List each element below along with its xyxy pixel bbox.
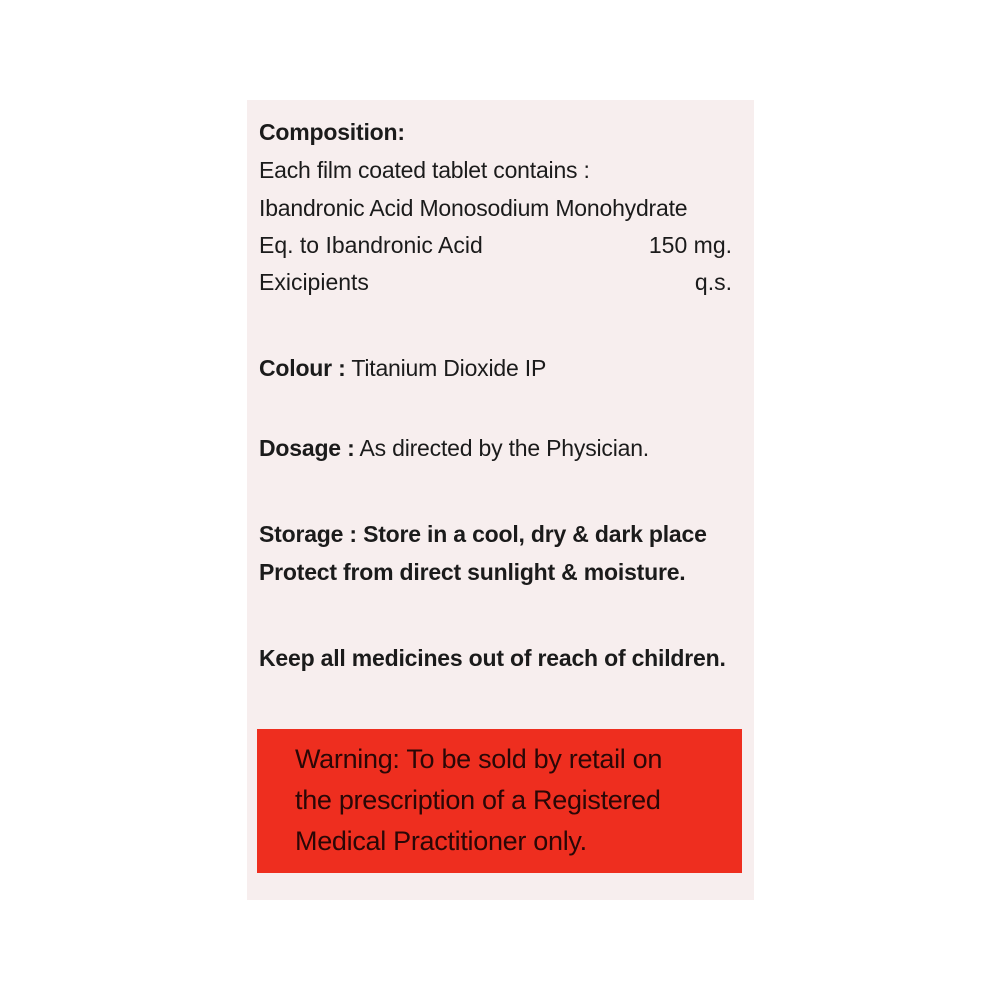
- composition-ingredient: Ibandronic Acid Monosodium Monohydrate: [259, 195, 688, 221]
- composition-excipients-row: [259, 268, 732, 296]
- composition-equivalent-row: [259, 231, 732, 259]
- composition-heading: Composition:: [259, 119, 405, 145]
- equivalent-amount: 150 mg.: [648, 232, 732, 258]
- keep-out-of-reach-notice: Keep all medicines out of reach of children.: [259, 645, 726, 671]
- dosage-value: As directed by the Physician.: [359, 435, 649, 461]
- medicine-label-panel: [247, 100, 754, 900]
- excipients-amount: q.s.: [694, 269, 732, 295]
- warning-line-3: Medical Practitioner only.: [295, 826, 587, 856]
- storage-line-2: Protect from direct sunlight & moisture.: [259, 559, 686, 585]
- equivalent-label: Eq. to Ibandronic Acid: [259, 232, 483, 258]
- warning-box: [257, 729, 742, 873]
- colour-value: Titanium Dioxide IP: [351, 355, 547, 381]
- dosage-label: Dosage :: [259, 435, 355, 461]
- warning-line-1: Warning: To be sold by retail on: [295, 744, 663, 774]
- excipients-label: Exicipients: [259, 269, 369, 295]
- composition-intro: Each film coated tablet contains :: [259, 157, 590, 183]
- colour-label: Colour :: [259, 355, 346, 381]
- dosage-line: [259, 434, 649, 462]
- warning-line-2: the prescription of a Registered: [295, 785, 661, 815]
- storage-line-1: Storage : Store in a cool, dry & dark place: [259, 521, 707, 547]
- colour-line: [259, 354, 546, 382]
